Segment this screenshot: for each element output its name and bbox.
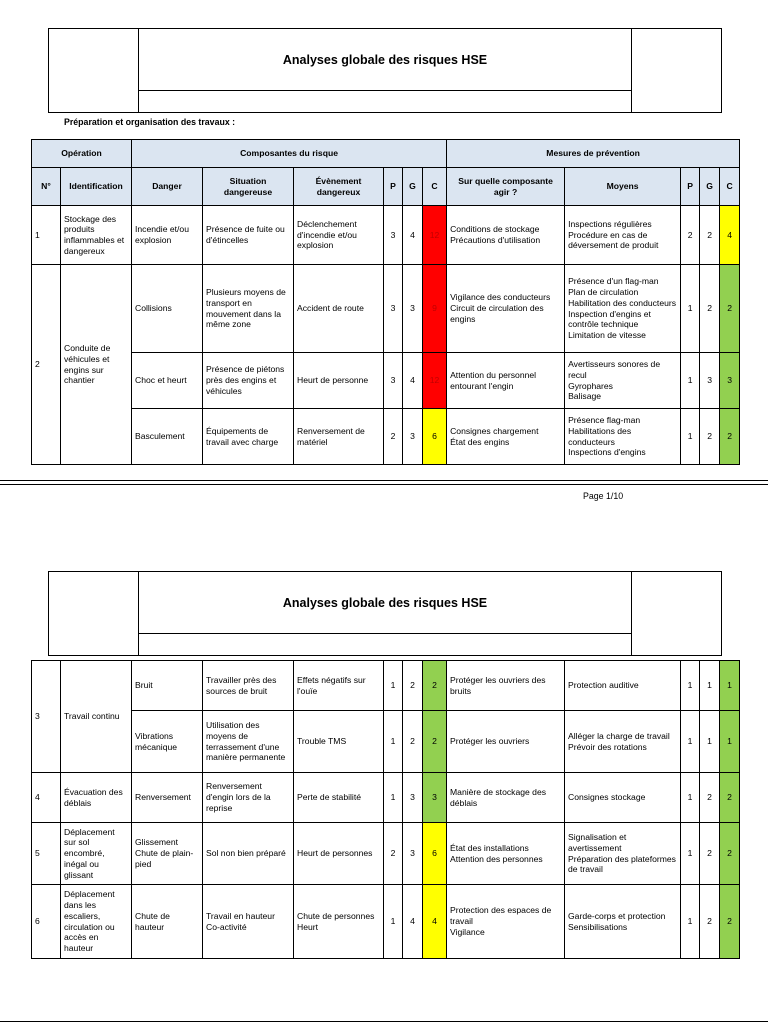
operation-identification: Déplacement sur sol encombré, inégal ou glissant [61, 823, 132, 885]
evenement-cell: Déclenchement d'incendie et/ou explosion [294, 206, 384, 265]
danger-cell: Choc et heurt [132, 353, 203, 409]
situation-cell: Travailler près des sources de bruit [203, 661, 294, 711]
g-value: 3 [403, 409, 423, 465]
p2-value: 1 [681, 409, 700, 465]
p-value: 1 [384, 773, 403, 823]
c-rating: 12 [423, 353, 447, 409]
g-value: 2 [403, 661, 423, 711]
g2-value: 2 [700, 823, 720, 885]
c-rating: 2 [423, 711, 447, 773]
danger-cell: Incendie et/ou explosion [132, 206, 203, 265]
table-row [32, 353, 740, 409]
header-g2: G [700, 168, 720, 206]
doc-header-page2 [48, 571, 722, 656]
table-row [32, 823, 740, 885]
c2-rating: 1 [720, 711, 740, 773]
danger-cell: Chute de hauteur [132, 885, 203, 959]
table-row [32, 265, 740, 353]
p2-value: 1 [681, 711, 700, 773]
header-moyens: Moyens [565, 168, 681, 206]
row-number: 3 [32, 661, 61, 773]
p-value: 1 [384, 661, 403, 711]
danger-cell: Basculement [132, 409, 203, 465]
p-value: 2 [384, 823, 403, 885]
p-value: 2 [384, 409, 403, 465]
moyens-cell: Alléger la charge de travail Prévoir des rotations [565, 711, 681, 773]
composante-cell: Protéger les ouvriers [447, 711, 565, 773]
c2-rating: 1 [720, 661, 740, 711]
evenement-cell: Trouble TMS [294, 711, 384, 773]
p-value: 3 [384, 206, 403, 265]
c-rating: 6 [423, 409, 447, 465]
header-situation: Situation dangereuse [203, 168, 294, 206]
g2-value: 1 [700, 711, 720, 773]
logo-cell-left [49, 572, 139, 656]
evenement-cell: Chute de personnes Heurt [294, 885, 384, 959]
evenement-cell: Heurt de personnes [294, 823, 384, 885]
moyens-cell: Présence flag-man Habilitations des conducteurs Inspections d'engins [565, 409, 681, 465]
c2-rating: 2 [720, 265, 740, 353]
header-identification: Identification [61, 168, 132, 206]
risk-table-page1 [31, 139, 740, 465]
g-value: 4 [403, 885, 423, 959]
g2-value: 2 [700, 206, 720, 265]
g2-value: 2 [700, 885, 720, 959]
evenement-cell: Heurt de personne [294, 353, 384, 409]
moyens-cell: Signalisation et avertissement Préparation des plateformes de travail [565, 823, 681, 885]
operation-identification: Déplacement dans les escaliers, circulation ou accès en hauteur [61, 885, 132, 959]
section-title: Préparation et organisation des travaux : [64, 117, 236, 127]
c2-rating: 2 [720, 823, 740, 885]
situation-cell: Plusieurs moyens de transport en mouvement dans la même zone [203, 265, 294, 353]
g2-value: 1 [700, 661, 720, 711]
composante-cell: Consignes chargement État des engins [447, 409, 565, 465]
danger-cell: Renversement [132, 773, 203, 823]
situation-cell: Équipements de travail avec charge [203, 409, 294, 465]
c2-rating: 3 [720, 353, 740, 409]
situation-cell: Renversement d'engin lors de la reprise [203, 773, 294, 823]
composante-cell: Manière de stockage des déblais [447, 773, 565, 823]
g-value: 3 [403, 773, 423, 823]
page-number: Page 1/10 [583, 491, 624, 501]
row-number: 4 [32, 773, 61, 823]
g-value: 3 [403, 265, 423, 353]
p2-value: 2 [681, 206, 700, 265]
table-row [32, 409, 740, 465]
composante-cell: Protection des espaces de travail Vigilance [447, 885, 565, 959]
situation-cell: Utilisation des moyens de terrassement d'une manière permanente [203, 711, 294, 773]
logo-cell-left [49, 29, 139, 113]
header-danger: Danger [132, 168, 203, 206]
logo-cell-right [632, 29, 722, 113]
c2-rating: 2 [720, 409, 740, 465]
doc-subtitle-cell [139, 634, 632, 656]
situation-cell: Travail en hauteur Co-activité [203, 885, 294, 959]
composante-cell: Conditions de stockage Précautions d'utilisation [447, 206, 565, 265]
header-composante: Sur quelle composante agir ? [447, 168, 565, 206]
p-value: 1 [384, 885, 403, 959]
c-rating: 3 [423, 773, 447, 823]
table-row [32, 885, 740, 959]
situation-cell: Présence de piétons près des engins et véhicules [203, 353, 294, 409]
g2-value: 2 [700, 409, 720, 465]
moyens-cell: Inspections régulières Procédure en cas de déversement de produit [565, 206, 681, 265]
g-value: 4 [403, 206, 423, 265]
header-no: N° [32, 168, 61, 206]
header-g: G [403, 168, 423, 206]
c2-rating: 2 [720, 885, 740, 959]
p2-value: 1 [681, 265, 700, 353]
situation-cell: Présence de fuite ou d'étincelles [203, 206, 294, 265]
doc-title: Analyses globale des risques HSE [139, 572, 632, 634]
header-composantes: Composantes du risque [132, 140, 447, 168]
doc-header-page1 [48, 28, 722, 113]
p2-value: 1 [681, 885, 700, 959]
doc-subtitle-cell [139, 91, 632, 113]
c-rating: 9 [423, 265, 447, 353]
composante-cell: Attention du personnel entourant l'engin [447, 353, 565, 409]
header-operation: Opération [32, 140, 132, 168]
operation-identification: Travail continu [61, 661, 132, 773]
operation-identification: Conduite de véhicules et engins sur chantier [61, 265, 132, 465]
g-value: 4 [403, 353, 423, 409]
c-rating: 4 [423, 885, 447, 959]
danger-cell: Vibrations mécanique [132, 711, 203, 773]
page-separator-line [0, 1021, 768, 1022]
danger-cell: Bruit [132, 661, 203, 711]
composante-cell: État des installations Attention des personnes [447, 823, 565, 885]
composante-cell: Vigilance des conducteurs Circuit de circulation des engins [447, 265, 565, 353]
p-value: 1 [384, 711, 403, 773]
danger-cell: Glissement Chute de plain-pied [132, 823, 203, 885]
row-number: 6 [32, 885, 61, 959]
row-number: 2 [32, 265, 61, 465]
header-p2: P [681, 168, 700, 206]
operation-identification: Stockage des produits inflammables et dangereux [61, 206, 132, 265]
c-rating: 2 [423, 661, 447, 711]
p2-value: 1 [681, 773, 700, 823]
g2-value: 2 [700, 265, 720, 353]
g-value: 2 [403, 711, 423, 773]
p2-value: 1 [681, 353, 700, 409]
moyens-cell: Garde-corps et protection Sensibilisations [565, 885, 681, 959]
evenement-cell: Renversement de matériel [294, 409, 384, 465]
moyens-cell: Présence d'un flag-man Plan de circulation Habilitation des conducteurs Inspection d'engins et contrôle technique Limitation de vitesse [565, 265, 681, 353]
situation-cell: Sol non bien préparé [203, 823, 294, 885]
c-rating: 6 [423, 823, 447, 885]
row-number: 5 [32, 823, 61, 885]
header-mesures: Mesures de prévention [447, 140, 740, 168]
header-evenement: Évènement dangereux [294, 168, 384, 206]
p-value: 3 [384, 265, 403, 353]
c-rating: 12 [423, 206, 447, 265]
header-c2: C [720, 168, 740, 206]
header-c: C [423, 168, 447, 206]
composante-cell: Protéger les ouvriers des bruits [447, 661, 565, 711]
p-value: 3 [384, 353, 403, 409]
table-row [32, 661, 740, 711]
header-p: P [384, 168, 403, 206]
g-value: 3 [403, 823, 423, 885]
evenement-cell: Accident de route [294, 265, 384, 353]
p2-value: 1 [681, 661, 700, 711]
row-number: 1 [32, 206, 61, 265]
moyens-cell: Avertisseurs sonores de recul Gyrophares Balisage [565, 353, 681, 409]
page-separator-line [0, 480, 768, 481]
g2-value: 2 [700, 773, 720, 823]
table-row [32, 711, 740, 773]
doc-title: Analyses globale des risques HSE [139, 29, 632, 91]
c2-rating: 2 [720, 773, 740, 823]
table-row [32, 773, 740, 823]
danger-cell: Collisions [132, 265, 203, 353]
risk-table-page2 [31, 660, 740, 959]
table-row [32, 206, 740, 265]
g2-value: 3 [700, 353, 720, 409]
page-separator-line [0, 484, 768, 485]
operation-identification: Évacuation des déblais [61, 773, 132, 823]
evenement-cell: Effets négatifs sur l'ouïe [294, 661, 384, 711]
c2-rating: 4 [720, 206, 740, 265]
moyens-cell: Protection auditive [565, 661, 681, 711]
p2-value: 1 [681, 823, 700, 885]
logo-cell-right [632, 572, 722, 656]
evenement-cell: Perte de stabilité [294, 773, 384, 823]
moyens-cell: Consignes stockage [565, 773, 681, 823]
